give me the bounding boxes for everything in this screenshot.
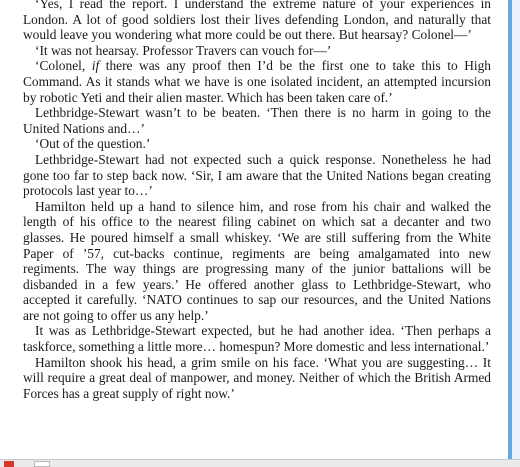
- taskbar-app-icon[interactable]: [4, 461, 14, 467]
- paragraph: Hamilton held up a hand to silence him, and rose from his chair and walked the length of his office to the nearest filing cabinet on which sat a decanter and two glasses. He poured himself a small whiskey. ‘We are still suffering from the White Paper of ’57, cut-backs continue, regiments are being amalgamated into new regiments. The way things are progressing many of the junior battalions will be disbanded in a few years.’ He offered another glass to Lethbridge-Stewart, who accepted it carefully. ‘NATO continues to sap our resources, and the United Nations are not going to offer us any help.’: [23, 198, 491, 323]
- taskbar-item[interactable]: [34, 461, 50, 467]
- paragraph: ‘Yes, I read the report. I understand the extreme nature of your experiences in London. A lot of good soldiers lost their lives defending London, and naturally that would leave you wondering what more could be out there. But hearsay? Colonel—’: [23, 0, 491, 43]
- paragraph: Lethbridge-Stewart wasn’t to be beaten. ‘Then there is no harm in going to the United Nations and…’: [23, 105, 491, 136]
- paragraph: Hamilton shook his head, a grim smile on his face. ‘What you are suggesting… It will require a great deal of manpower, and money. Neither of which the British Armed Forces has a great supply of right now.’: [23, 354, 491, 401]
- paragraph-with-emphasis: ‘Colonel, if there was any proof then I’d be the first one to take this to High Command. As it stands what we have is one isolated incident, an attempted incursion by robotic Yeti and their alien master. Which has been taken care of.’: [23, 58, 491, 105]
- emphasized-word: if: [91, 58, 100, 74]
- paragraph: ‘Out of the question.’: [35, 136, 151, 152]
- taskbar-strip: [0, 459, 520, 467]
- paragraph: It was as Lethbridge-Stewart expected, but he had another idea. ‘Then perhaps a taskforce, something a little more… homespun? More domestic and less international.’: [23, 323, 491, 355]
- paragraph: ‘It was not hearsay. Professor Travers can vouch for—’: [35, 42, 332, 58]
- window-edge-panel: [512, 0, 520, 459]
- paragraph: Lethbridge-Stewart had not expected such a quick response. Nonetheless he had gone too far to step back now. ‘Sir, I am aware that the United Nations began creating protocols last year to…’: [23, 151, 491, 199]
- document-body: [23, 0, 491, 401]
